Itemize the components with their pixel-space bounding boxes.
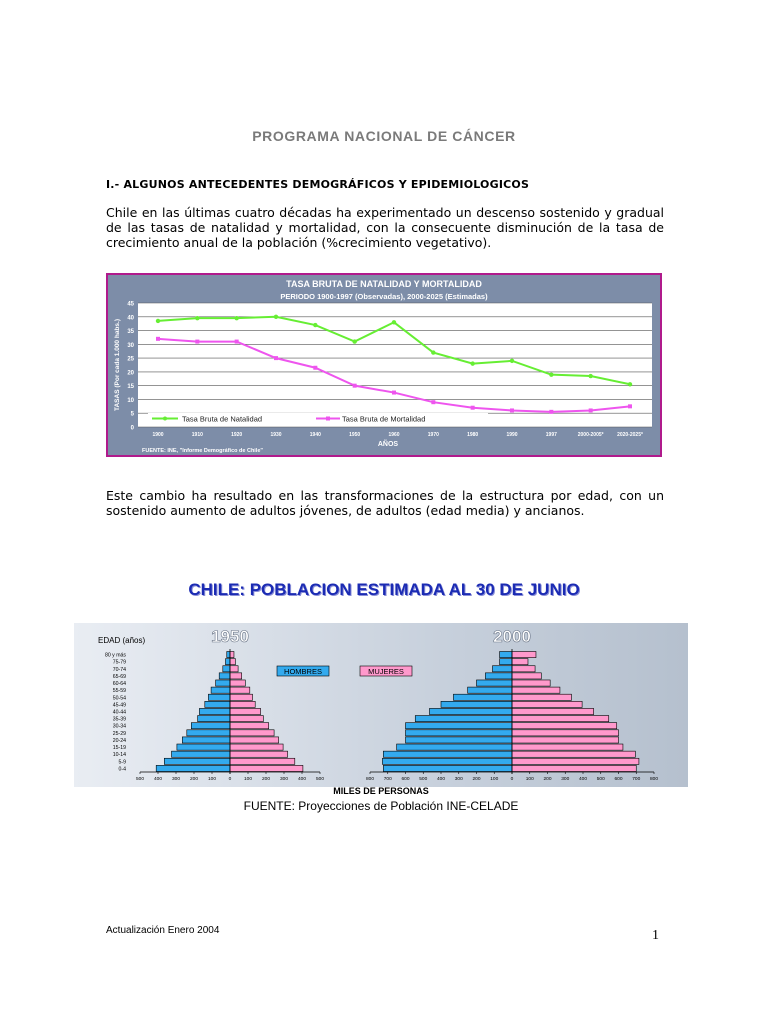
x-tick-label: 500 [596, 777, 605, 782]
data-point [274, 356, 278, 360]
y-tick-label: 25 [127, 356, 134, 363]
data-point [274, 315, 278, 319]
x-tick-label: 100 [490, 777, 499, 782]
data-point [156, 319, 160, 323]
age-group-label: 10-14 [112, 752, 126, 759]
age-structure-paragraph: Este cambio ha resultado en las transformaciones de la estructura por edad, con un sostenido aumento de adultos jóvenes, de adultos (edad media) y ancianos. [106, 488, 664, 518]
bar-hombres [223, 666, 230, 672]
x-tick-label: 1920 [231, 432, 243, 438]
bar-hombres [187, 730, 230, 736]
bar-mujeres [230, 673, 242, 679]
bar-mujeres [512, 730, 619, 736]
age-group-label: 45-49 [112, 702, 126, 709]
legend-marker-natalidad [163, 417, 167, 421]
x-tick-label: 300 [171, 777, 181, 782]
chart-source: FUENTE: INE, "Informe Demográfico de Chile" [142, 448, 264, 454]
bar-mujeres [512, 723, 617, 729]
data-point [628, 404, 632, 408]
y-tick-label: 40 [127, 315, 134, 322]
legend-label-mujeres: MUJERES [368, 667, 404, 676]
x-tick-label: 1930 [270, 432, 282, 438]
x-tick-label: 100 [525, 777, 534, 782]
x-tick-label: 200 [189, 777, 199, 782]
bar-hombres [208, 694, 230, 700]
x-tick-label: 700 [383, 777, 392, 782]
pyramid-x-axis-label: MILES DE PERSONAS [333, 786, 429, 796]
x-tick-label: 1900 [152, 432, 164, 438]
x-tick-label: 300 [561, 777, 570, 782]
data-point [549, 410, 553, 414]
bar-mujeres [512, 751, 635, 757]
bar-mujeres [230, 680, 245, 686]
bar-hombres [397, 744, 512, 750]
bar-mujeres [230, 708, 261, 714]
bar-hombres [415, 716, 512, 722]
data-point [195, 316, 199, 320]
data-point [510, 408, 514, 412]
bar-mujeres [230, 652, 234, 658]
data-point [471, 406, 475, 410]
birth-death-rate-chart [106, 273, 662, 457]
x-tick-label: 100 [243, 777, 253, 782]
bar-hombres [226, 659, 231, 665]
x-tick-label: 200 [472, 777, 481, 782]
pyramid-heading: CHILE: POBLACION ESTIMADA AL 30 DE JUNIO [188, 580, 580, 599]
legend-label-natalidad: Tasa Bruta de Natalidad [182, 414, 263, 424]
age-group-label: 25-29 [112, 730, 126, 737]
bar-hombres [453, 694, 512, 700]
x-tick-label: 700 [632, 777, 641, 782]
x-tick-label: 400 [578, 777, 588, 782]
bar-mujeres [230, 701, 255, 707]
x-tick-label: 500 [419, 777, 428, 782]
data-point [588, 374, 592, 378]
bar-hombres [441, 701, 512, 707]
bar-mujeres [512, 652, 536, 658]
data-point [392, 320, 396, 324]
x-tick-label: 1970 [427, 432, 439, 438]
bar-hombres [164, 758, 230, 764]
bar-hombres [492, 666, 512, 672]
bar-mujeres [512, 687, 560, 693]
section-heading: I.- ALGUNOS ANTECEDENTES DEMOGRÁFICOS Y EPIDEMIOLOGICOS [106, 178, 530, 191]
x-tick-label: 500 [315, 777, 325, 782]
x-tick-label: 800 [649, 777, 659, 782]
pyramid-year-1950: 1950 [211, 627, 249, 646]
chart-subtitle: PERIODO 1900-1997 (Observadas), 2000-2025 (Estimadas) [280, 292, 488, 301]
x-tick-label: 1997 [545, 432, 557, 438]
x-tick-label: 0 [228, 777, 232, 782]
bar-mujeres [230, 751, 288, 757]
x-tick-label: 400 [297, 777, 307, 782]
data-point [510, 359, 514, 363]
x-tick-label: 400 [436, 777, 446, 782]
x-tick-label: 1910 [191, 432, 203, 438]
bar-mujeres [512, 701, 582, 707]
bar-mujeres [230, 659, 235, 665]
age-group-label: 65-69 [112, 673, 126, 680]
intro-paragraph: Chile en las últimas cuatro décadas ha experimentado un descenso sostenido y gradual de las tasas de natalidad y mortalidad, con la consecuente disminución de la tasa de crecimiento anual de la población (%crecimiento vegetativo). [106, 205, 664, 250]
y-tick-label: 20 [127, 370, 134, 377]
bar-mujeres [512, 680, 550, 686]
bar-hombres [191, 723, 230, 729]
age-group-label: 30-34 [112, 723, 126, 730]
bar-mujeres [230, 716, 263, 722]
age-axis-label: EDAD (años) [98, 636, 146, 645]
age-group-label: 70-74 [112, 666, 126, 673]
pyramid-year-2000: 2000 [493, 627, 531, 646]
data-point [549, 372, 553, 376]
bar-mujeres [512, 716, 609, 722]
age-group-label: 50-54 [112, 695, 126, 702]
data-point [352, 339, 356, 343]
population-pyramid-svg [74, 623, 688, 787]
y-tick-label: 10 [127, 397, 134, 404]
bar-hombres [382, 758, 512, 764]
x-tick-label: 1960 [388, 432, 400, 438]
bar-mujeres [512, 758, 639, 764]
bar-hombres [198, 716, 230, 722]
age-group-label: 80 y más [104, 652, 126, 659]
bar-hombres [216, 680, 230, 686]
x-tick-label: 200 [543, 777, 552, 782]
bar-hombres [383, 751, 512, 757]
chart-title: TASA BRUTA DE NATALIDAD Y MORTALIDAD [286, 279, 482, 289]
data-point [353, 384, 357, 388]
data-point [589, 408, 593, 412]
pyramid-source: FUENTE: Proyecciones de Población INE-CELADE [243, 799, 519, 813]
bar-mujeres [512, 708, 594, 714]
data-point [431, 350, 435, 354]
bar-hombres [485, 673, 512, 679]
x-tick-label: 300 [279, 777, 289, 782]
legend-label-hombres: HOMBRES [284, 667, 322, 676]
x-tick-label: 2000-2005* [577, 432, 604, 438]
x-tick-label: 600 [401, 777, 410, 782]
bar-hombres [429, 708, 512, 714]
bar-hombres [156, 765, 230, 771]
x-tick-label: 300 [454, 777, 463, 782]
data-point [470, 361, 474, 365]
data-point [195, 340, 199, 344]
bar-mujeres [512, 737, 619, 743]
y-tick-label: 0 [130, 425, 134, 432]
bar-hombres [468, 687, 512, 693]
bar-mujeres [512, 659, 528, 665]
bar-hombres [219, 673, 230, 679]
bar-mujeres [230, 666, 238, 672]
age-group-label: 0-4 [118, 766, 126, 773]
page-number: 1 [652, 928, 659, 943]
bar-mujeres [512, 666, 535, 672]
data-point [431, 400, 435, 404]
x-tick-label: 1980 [467, 432, 479, 438]
bar-hombres [406, 730, 513, 736]
bar-mujeres [230, 758, 295, 764]
data-point [156, 337, 160, 341]
birth-death-rate-chart-svg [108, 275, 660, 455]
bar-mujeres [512, 765, 636, 771]
footer-update-date: Actualización Enero 2004 [106, 925, 220, 936]
bar-mujeres [230, 694, 253, 700]
data-point [235, 340, 239, 344]
legend-label-mortalidad: Tasa Bruta de Mortalidad [342, 414, 426, 424]
x-tick-label: 1940 [309, 432, 321, 438]
bar-hombres [177, 744, 230, 750]
age-group-label: 40-44 [112, 709, 126, 716]
data-point [313, 323, 317, 327]
age-group-label: 35-39 [112, 716, 126, 723]
x-tick-label: 200 [261, 777, 271, 782]
population-pyramid-chart [74, 623, 688, 787]
x-tick-label: 1990 [506, 432, 518, 438]
bar-mujeres [230, 730, 274, 736]
bar-mujeres [512, 744, 623, 750]
bar-mujeres [512, 694, 571, 700]
bar-hombres [383, 765, 512, 771]
bar-hombres [406, 723, 513, 729]
x-tick-label: 100 [207, 777, 217, 782]
bar-mujeres [230, 737, 279, 743]
x-tick-label: 600 [614, 777, 623, 782]
age-group-label: 15-19 [112, 745, 126, 752]
bar-hombres [477, 680, 513, 686]
x-tick-label: 1950 [349, 432, 361, 438]
x-tick-label: 500 [135, 777, 145, 782]
age-group-label: 20-24 [112, 737, 126, 744]
legend-marker-mortalidad [326, 417, 330, 421]
y-tick-label: 5 [130, 411, 134, 418]
bar-hombres [500, 652, 512, 658]
bar-mujeres [230, 687, 250, 693]
bar-hombres [406, 737, 513, 743]
bar-mujeres [230, 723, 269, 729]
bar-hombres [500, 659, 512, 665]
age-group-label: 60-64 [112, 681, 126, 688]
data-point [392, 391, 396, 395]
bar-hombres [205, 701, 230, 707]
y-tick-label: 30 [127, 342, 134, 349]
age-group-label: 5-9 [118, 759, 126, 766]
x-tick-label: 400 [153, 777, 163, 782]
x-axis-label: AÑOS [377, 441, 399, 448]
age-group-label: 55-59 [112, 688, 126, 695]
data-point [234, 316, 238, 320]
document-title: PROGRAMA NACIONAL DE CÁNCER [252, 128, 516, 144]
bar-mujeres [230, 744, 283, 750]
bar-mujeres [230, 765, 303, 771]
bar-hombres [227, 652, 230, 658]
bar-hombres [172, 751, 231, 757]
age-group-label: 75-79 [112, 659, 126, 666]
y-tick-label: 15 [127, 384, 134, 391]
y-axis-label: TASAS (Por cada 1.000 habs.) [114, 319, 121, 411]
bar-hombres [199, 708, 230, 714]
bar-mujeres [512, 673, 541, 679]
bar-hombres [182, 737, 230, 743]
y-tick-label: 45 [127, 301, 134, 308]
x-tick-label: 800 [365, 777, 375, 782]
y-tick-label: 35 [127, 329, 134, 336]
data-point [313, 366, 317, 370]
bar-hombres [211, 687, 230, 693]
x-tick-label: 0 [510, 777, 514, 782]
x-tick-label: 2020-2025* [617, 432, 643, 438]
data-point [628, 382, 632, 386]
